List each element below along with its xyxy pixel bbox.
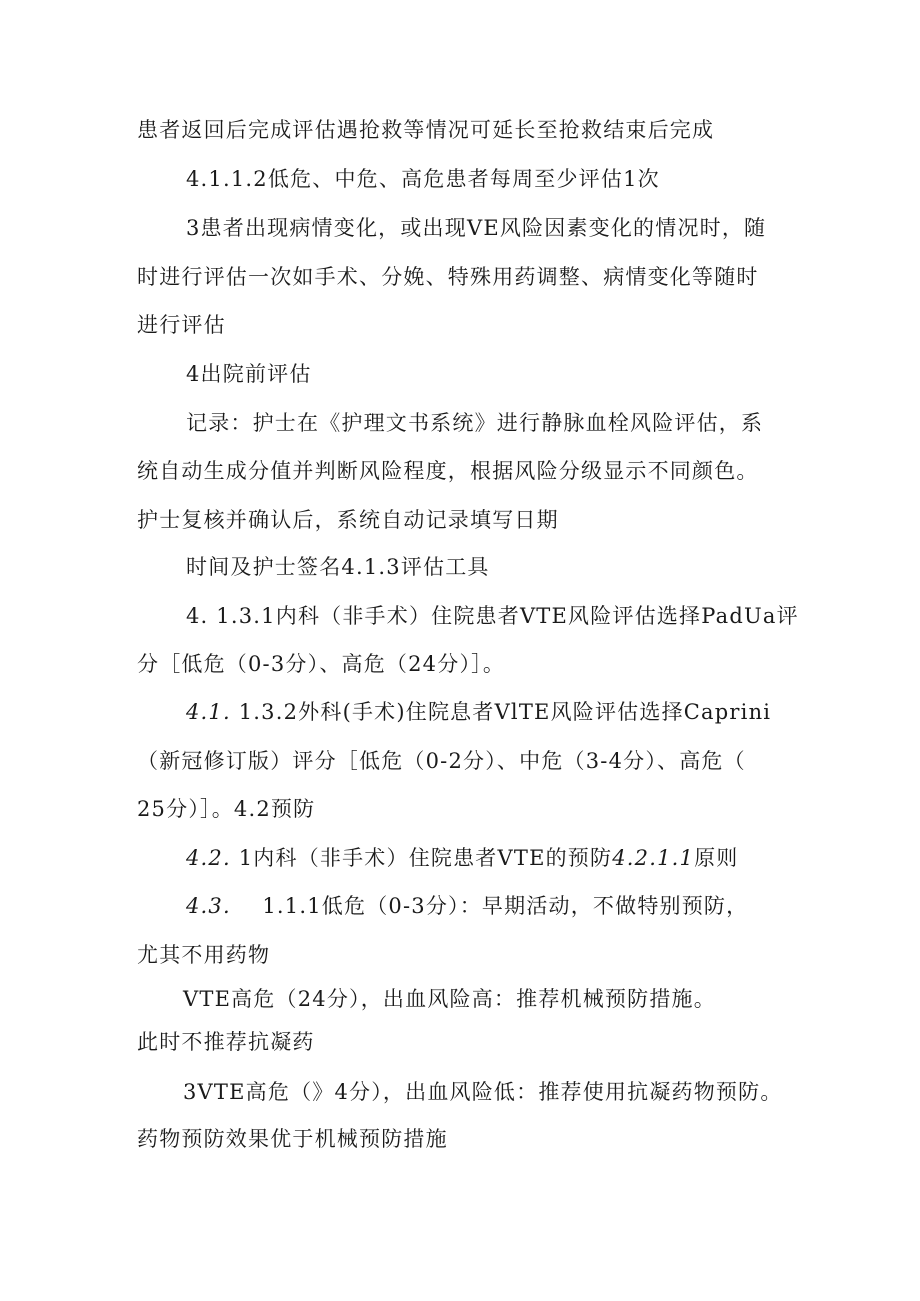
line-text: VTE高危（24分），出血风险高：推荐机械预防措施。 [183, 987, 716, 1011]
text-line-17 [186, 892, 748, 920]
line-text: 3患者出现病情变化，或出现VE风险因素变化的情况时，随 [186, 216, 767, 240]
text-line-8 [137, 457, 759, 485]
text-line-13 [186, 698, 771, 726]
section-number-italic: 4.2. [186, 846, 231, 870]
text-line-9 [137, 506, 559, 534]
text-line-21 [183, 1078, 783, 1106]
text-line-7 [186, 409, 763, 437]
line-text: 药物预防效果优于机械预防措施 [137, 1127, 448, 1151]
text-line-19 [183, 985, 716, 1013]
line-text: 记录：护士在《护理文书系统》进行静脉血栓风险评估，系 [186, 411, 764, 435]
line-text: 时间及护士签名4.1.3评估工具 [186, 555, 490, 579]
line-text-tail: 原则 [694, 846, 739, 870]
line-text: 4.1.1.2低危、中危、高危患者每周至少评估1次 [186, 167, 660, 191]
line-text: 进行评估 [137, 313, 226, 337]
line-text: 此时不推荐抗凝药 [137, 1030, 315, 1054]
text-line-12 [137, 650, 505, 678]
line-text: 统自动生成分值并判断风险程度，根据风险分级显示不同颜色。 [137, 459, 759, 483]
line-text: （新冠修订版）评分［低危（0-2分）、中危（3-4分）、高危（ [137, 749, 746, 773]
text-line-5 [137, 311, 226, 339]
line-text: 4出院前评估 [186, 362, 312, 386]
line-text: 尤其不用药物 [137, 943, 271, 967]
line-text: 4. 1.3.1内科（非手术）住院患者VTE风险评估选择PadUa评 [186, 604, 799, 628]
line-text: 1.1.1低危（0-3分）：早期活动，不做特别预防， [230, 894, 749, 918]
text-line-15 [137, 795, 315, 823]
text-line-6 [186, 360, 312, 388]
text-line-18 [137, 941, 270, 969]
text-line-4 [137, 263, 759, 291]
text-line-14 [137, 747, 746, 775]
line-text: 1.3.2外科(手术)住院息者VlTE风险评估选择Caprini [230, 700, 772, 724]
line-text: 3VTE高危（》4分），出血风险低：推荐使用抗凝药物预防。 [183, 1080, 783, 1104]
text-line-16 [186, 844, 739, 872]
line-text: 25分）］。4.2预防 [137, 797, 316, 821]
text-line-1 [137, 116, 714, 144]
section-number-italic: 4.1. [186, 700, 231, 724]
section-number-italic: 4.3. [186, 894, 231, 918]
text-line-10 [186, 553, 490, 581]
line-text: 1内科（非手术）住院患者VTE的预防 [230, 846, 613, 870]
text-line-20 [137, 1028, 315, 1056]
text-line-11 [186, 602, 799, 630]
text-line-22 [137, 1125, 448, 1153]
line-text: 护士复核并确认后，系统自动记录填写日期 [137, 508, 559, 532]
section-number-italic-tail: 4.2.1.1 [612, 846, 695, 870]
line-text: 患者返回后完成评估遇抢救等情况可延长至抢救结束后完成 [137, 118, 715, 142]
line-text: 时进行评估一次如手术、分娩、特殊用药调整、病情变化等随时 [137, 265, 759, 289]
text-line-2 [186, 165, 660, 193]
text-line-3 [186, 214, 766, 242]
line-text: 分［低危（0-3分）、高危（24分）］。 [137, 652, 506, 676]
